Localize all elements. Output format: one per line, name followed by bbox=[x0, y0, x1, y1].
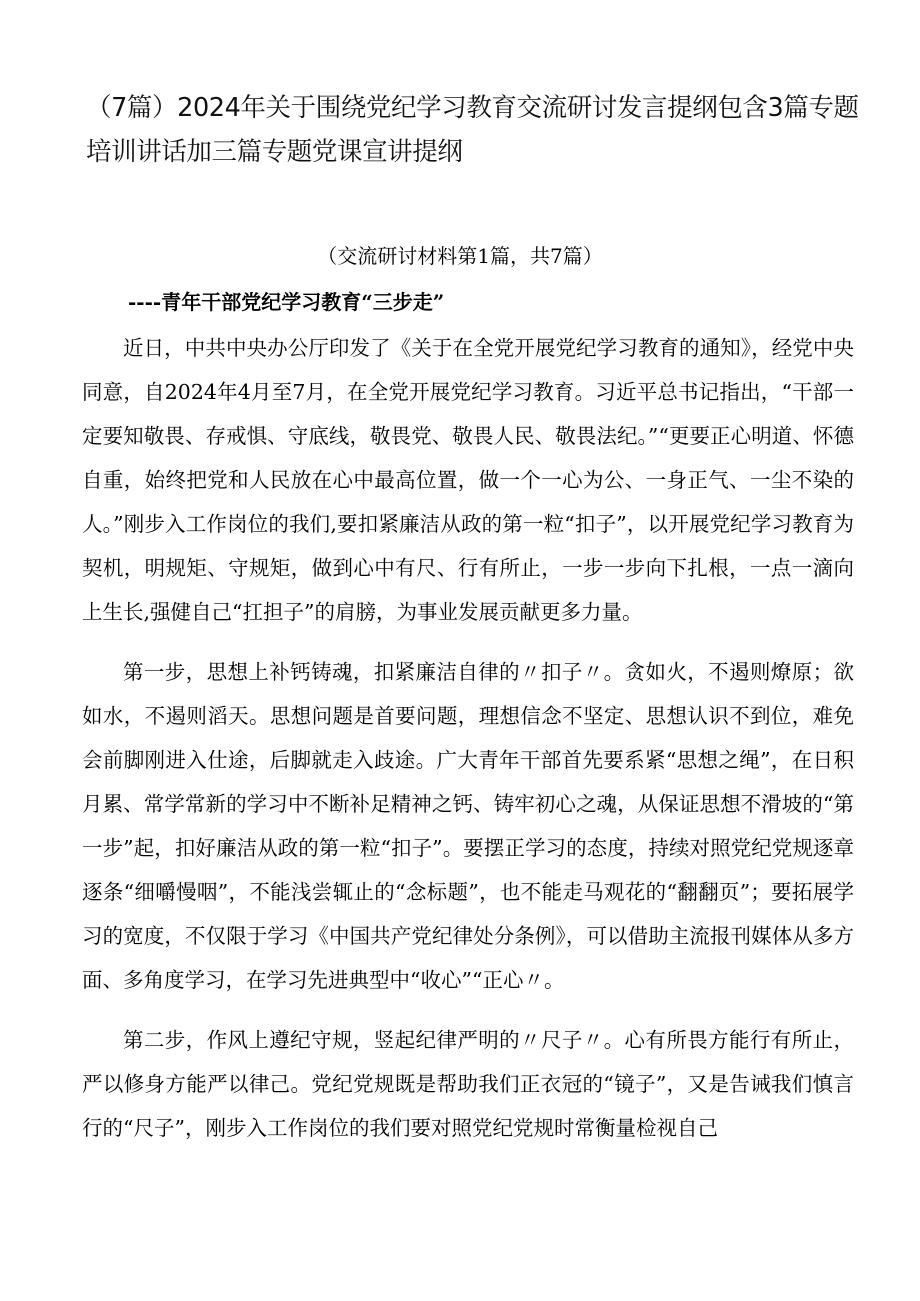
document-body bbox=[82, 326, 854, 1166]
paragraph-intro: 近日，中共中央办公厅印发了《关于在全党开展党纪学习教育的通知》，经党中央同意，自2024年4月至7月，在全党开展党纪学习教育。习近平总书记指出，“干部一定要知敬畏、存戒惧、守底线，敬畏党、敬畏人民、敬畏法纪。”“更要正心明道、怀德自重，始终把党和人民放在心中最高位置，做一个一心为公、一身正气、一尘不染的人。”刚步入工作岗位的我们,要扣紧廉洁从政的第一粒“扣子”，以开展党纪学习教育为契机，明规矩、守规矩，做到心中有尺、行有所止，一步一步向下扎根，一点一滴向上生长,强健自己“扛担子”的肩膀，为事业发展贡献更多力量。 bbox=[82, 336, 854, 624]
document-subtitle: （交流研讨材料第1篇，共7篇） bbox=[317, 244, 603, 268]
section-heading: ----青年干部党纪学习教育“三步走” bbox=[128, 290, 445, 314]
document-title: （7篇）2024年关于围绕党纪学习教育交流研讨发言提纲包含3篇专题培训讲话加三篇专题党课宣讲提纲 bbox=[86, 93, 859, 167]
paragraph-step-two: 第二步，作风上遵纪守规，竖起纪律严明的〃尺子〃。心有所畏方能行有所止，严以修身方能严以律己。党纪党规既是帮助我们正衣冠的“镜子”，又是告诫我们慎言行的“尺子”，刚步入工作岗位的我们要对照党纪党规时常衡量检视自己 bbox=[82, 1028, 854, 1140]
paragraph-step-one: 第一步，思想上补钙铸魂，扣紧廉洁自律的〃扣子〃。贪如火，不遏则燎原；欲如水，不遏则滔天。思想问题是首要问题，理想信念不坚定、思想认识不到位，难免会前脚刚进入仕途，后脚就走入歧途。广大青年干部首先要系紧“思想之绳”，在日积月累、常学常新的学习中不断补足精神之钙、铸牢初心之魂，从保证思想不滑坡的“第一步”起，扣好廉洁从政的第一粒“扣子”。要摆正学习的态度，持续对照党纪党规逐章逐条“细嚼慢咽”，不能浅尝辄止的“念标题”，也不能走马观花的“翻翻页”；要拓展学习的宽度，不仅限于学习《中国共产党纪律处分条例》，可以借助主流报刊媒体从多方面、多角度学习，在学习先进典型中“收心”“正心〃。 bbox=[82, 660, 854, 992]
